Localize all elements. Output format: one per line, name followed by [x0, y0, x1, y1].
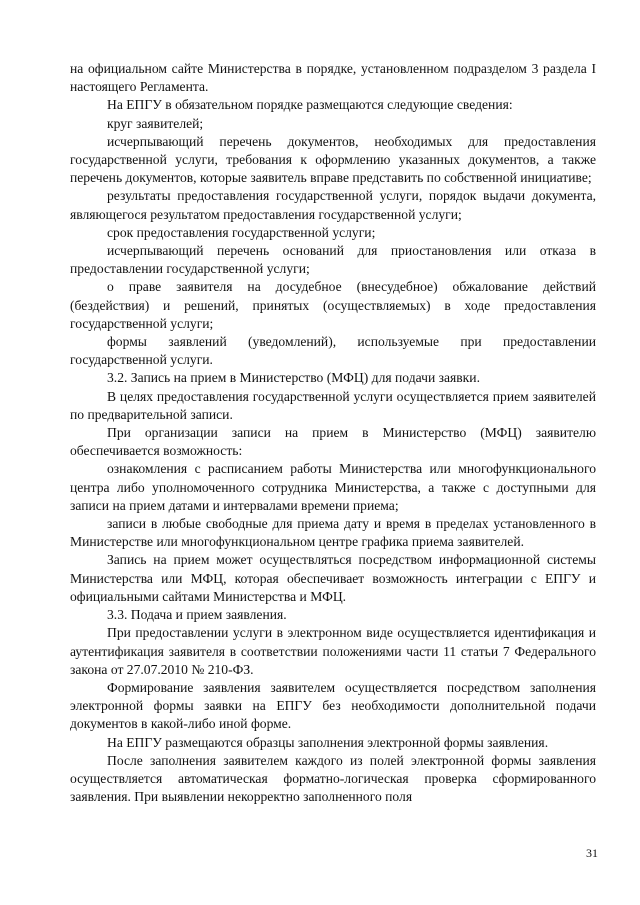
list-item: о праве заявителя на досудебное (внесудебное) обжалование действий (бездействия) и решений, принятых (осуществляемых) в ходе предоставления государственной услуги;: [70, 279, 596, 331]
paragraph: Формирование заявления заявителем осуществляется посредством заполнения электронной формы заявки на ЕПГУ без необходимости дополнительной подачи документов в какой-либо иной форме.: [70, 679, 596, 732]
paragraph: На ЕПГУ размещаются образцы заполнения электронной формы заявления.: [107, 734, 549, 750]
body-text: [70, 60, 596, 806]
paragraph: на официальном сайте Министерства в порядке, установленном подразделом 3 раздела I настоящего Регламента.: [70, 61, 596, 95]
list-item: записи в любые свободные для приема дату и время в пределах установленного в Министерстве или многофункциональном центре графика приема заявителей.: [70, 516, 596, 550]
list-item: круг заявителей;: [107, 115, 204, 131]
section-heading: 3.3. Подача и прием заявления.: [107, 607, 287, 623]
section-heading: 3.2. Запись на прием в Министерство (МФЦ) для подачи заявки.: [107, 370, 480, 386]
paragraph: После заполнения заявителем каждого из полей электронной формы заявления осуществляется автоматическая форматно-логическая проверка сформированного заявления. При выявлении некорректно заполненного поля: [70, 752, 596, 805]
list-item: ознакомления с расписанием работы Министерства или многофункционального центра либо уполномоченного сотрудника Министерства, а также с доступными для записи на прием датами и интервалами времени приема;: [70, 461, 596, 513]
list-item: срок предоставления государственной услуги;: [107, 224, 376, 240]
list-item: формы заявлений (уведомлений), используемые при предоставлении государственной услуги.: [70, 334, 596, 368]
page-number: 31: [586, 846, 598, 860]
paragraph: При организации записи на прием в Министерство (МФЦ) заявителю обеспечивается возможность:: [70, 425, 596, 459]
paragraph: В целях предоставления государственной услуги осуществляется прием заявителей по предварительной записи.: [70, 388, 596, 422]
list-item: исчерпывающий перечень документов, необходимых для предоставления государственной услуги, требования к оформлению указанных документов, а также перечень документов, которые заявитель вправе представить по собственной инициативе;: [70, 133, 596, 186]
paragraph: Запись на прием может осуществляться посредством информационной системы Министерства или МФЦ, которая обеспечивает возможность интеграции с ЕПГУ и официальными сайтами Министерства и МФЦ.: [70, 552, 596, 604]
paragraph: При предоставлении услуги в электронном виде осуществляется идентификация и аутентификация заявителя в соответствии положениями части 11 статьи 7 Федерального закона от 27.07.2010 № 210-ФЗ.: [70, 625, 596, 677]
paragraph: На ЕПГУ в обязательном порядке размещаются следующие сведения:: [107, 97, 513, 113]
list-item: исчерпывающий перечень оснований для приостановления или отказа в предоставлении государственной услуги;: [70, 243, 596, 277]
list-item: результаты предоставления государственной услуги, порядок выдачи документа, являющегося результатом предоставления государственной услуги;: [70, 188, 596, 222]
